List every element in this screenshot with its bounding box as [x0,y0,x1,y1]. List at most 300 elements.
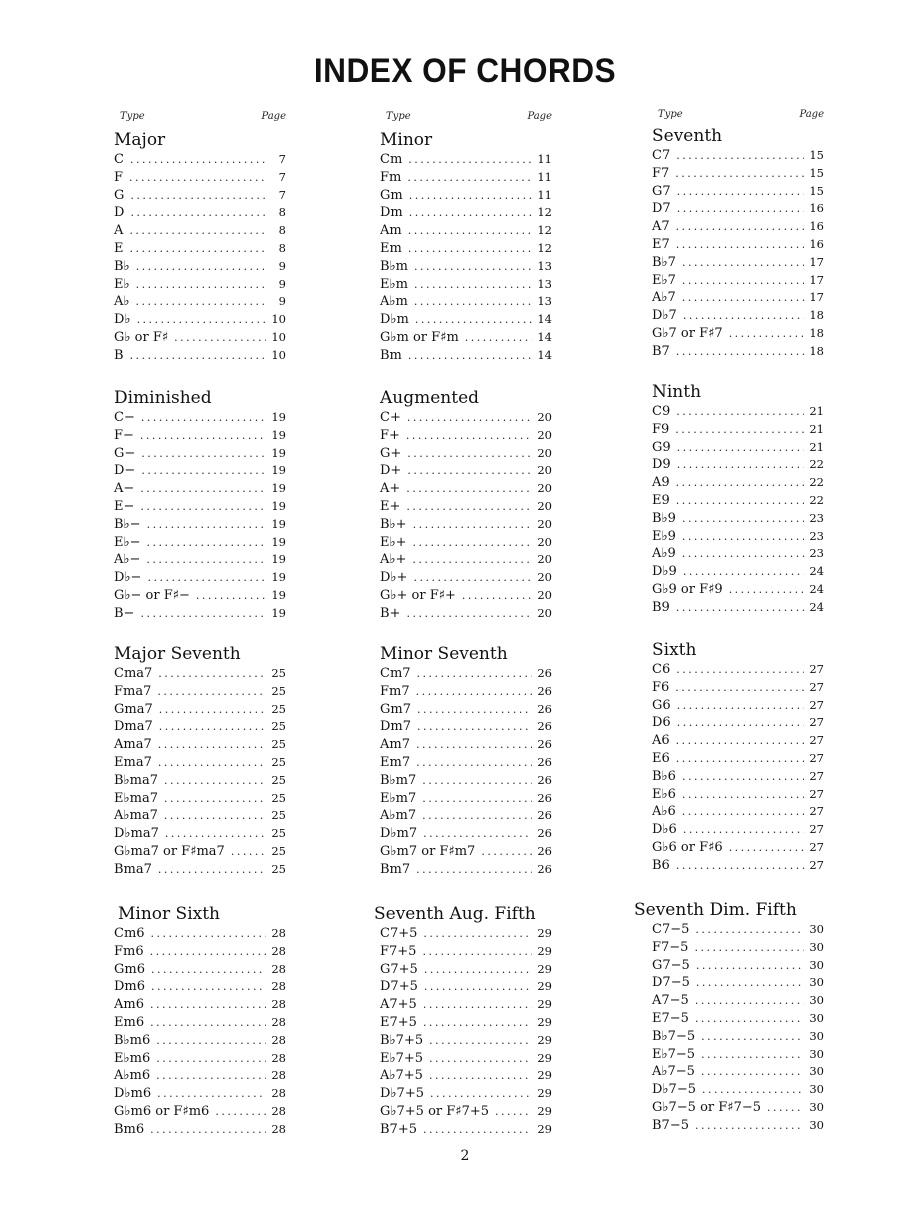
chord-name: D♭ [114,312,131,328]
chord-section [114,643,286,879]
chord-page: 29 [537,961,552,976]
chord-entry [380,409,552,427]
chord-name: Fm7 [380,683,410,699]
chord-entry [652,1028,824,1046]
dot-leader [429,1032,532,1050]
chord-entry [114,409,286,427]
chord-page: 25 [271,719,286,734]
chord-name: B6 [652,857,670,873]
dot-leader [150,1014,266,1032]
chord-name: D+ [380,463,402,479]
chord-page: 19 [271,605,286,620]
dot-leader [408,222,532,240]
chord-page: 26 [537,701,552,716]
chord-section [374,903,552,1139]
chord-entry [652,1081,824,1099]
dot-leader [141,462,266,480]
chord-entry [114,996,286,1014]
dot-leader [130,347,266,365]
chord-name: B [114,347,124,363]
dot-leader [495,1103,532,1121]
chord-name: C7+5 [380,926,418,941]
chord-name: B♭7+5 [380,1032,424,1048]
chord-name: A7+5 [380,997,417,1013]
chord-entry [652,581,824,599]
chord-name: E [114,240,124,256]
chord-page: 30 [809,1010,824,1025]
dot-leader [424,961,532,979]
dot-leader [129,169,266,187]
chord-name: B7−5 [652,1117,689,1133]
chord-page: 21 [809,439,824,454]
dot-leader [150,996,266,1014]
dot-leader [676,236,804,254]
dot-leader [407,445,532,463]
chord-page: 30 [809,975,824,990]
column-header-type: Type [658,109,683,120]
chord-entry [114,258,286,276]
dot-leader [215,1103,266,1121]
chord-page: 27 [809,715,824,730]
chord-page: 20 [537,445,552,460]
chord-name: E♭6 [652,786,676,802]
dot-leader [164,790,266,808]
dot-leader [422,807,532,825]
chord-entry [114,925,286,943]
chord-page: 7 [278,169,286,184]
chord-page: 29 [537,1050,552,1065]
chord-page: 28 [271,943,286,958]
chord-entry [114,445,286,463]
chord-entry [380,736,552,754]
chord-name: G+ [380,445,402,461]
chord-name: A♭− [114,552,141,568]
chord-page: 9 [278,258,286,273]
chord-entry [114,462,286,480]
chord-page: 26 [537,737,552,752]
chord-name: A9 [652,475,670,491]
chord-section [652,639,824,875]
chord-page: 25 [271,772,286,787]
chord-name: B♭ma7 [114,772,159,788]
chord-name: F7+5 [380,943,417,959]
chord-page: 29 [537,979,552,994]
dot-leader [147,516,266,534]
chord-page: 21 [809,421,824,436]
chord-entry [380,1121,552,1139]
chord-name: D7+5 [380,979,418,995]
dot-leader [231,843,266,861]
chord-entry [380,204,552,222]
chord-page: 28 [271,1032,286,1047]
chord-name: E7−5 [652,1010,689,1026]
chord-name: C− [114,410,135,425]
chord-page: 29 [537,1103,552,1118]
chord-page: 22 [809,475,824,490]
chord-entry [380,861,552,879]
chord-entry [652,939,824,957]
chord-name: E♭− [114,534,141,550]
chord-page: 25 [271,683,286,698]
dot-leader [696,957,804,975]
chord-entry [380,347,552,365]
chord-entry [652,697,824,715]
chord-name: A7 [652,219,670,235]
chord-entry [652,236,824,254]
dot-leader [406,427,532,445]
chord-entry [380,718,552,736]
dot-leader [481,843,532,861]
chord-page: 20 [537,570,552,585]
chord-page: 19 [271,463,286,478]
chord-name: Cma7 [114,666,153,681]
chord-page: 28 [271,979,286,994]
chord-entry [380,772,552,790]
chord-page: 29 [537,1121,552,1136]
chord-page: 30 [809,993,824,1008]
chord-entry [114,1014,286,1032]
dot-leader [164,807,266,825]
chord-name: D− [114,463,136,479]
dot-leader [682,289,804,307]
chord-page: 16 [809,201,824,216]
dot-leader [417,701,532,719]
chord-page: 14 [537,329,552,344]
chord-page: 20 [537,463,552,478]
dot-leader [677,200,804,218]
chord-column-1 [114,111,286,1137]
chord-page: 26 [537,772,552,787]
chord-name: D♭m7 [380,826,418,842]
dot-leader [164,772,266,790]
column-header-page: Page [261,111,286,122]
dot-leader [196,587,266,605]
chord-entry [652,1117,824,1135]
chord-page: 30 [809,922,824,936]
chord-name: Am [380,223,402,239]
chord-name: G♭7+5 or F♯7+5 [380,1103,490,1119]
dot-leader [417,665,532,683]
chord-entry [114,276,286,294]
dot-leader [675,421,804,439]
dot-leader [682,254,804,272]
chord-entry [652,528,824,546]
chord-page: 20 [537,516,552,531]
chord-page: 19 [271,481,286,496]
chord-page: 26 [537,826,552,841]
chord-name: Dm6 [114,979,146,995]
chord-column-2 [374,111,552,1137]
chord-page: 26 [537,790,552,805]
chord-page: 20 [537,587,552,602]
dot-leader [676,147,804,165]
chord-page: 27 [809,786,824,801]
dot-leader [677,697,804,715]
chord-page: 25 [271,701,286,716]
chord-name: G7+5 [380,961,418,977]
dot-leader [151,978,266,996]
dot-leader [407,462,532,480]
chord-section [652,381,824,617]
dot-leader [136,258,266,276]
chord-entry [652,421,824,439]
section-title: Minor Seventh [380,644,508,664]
chord-entry [380,445,552,463]
dot-leader [695,921,804,939]
chord-page: 24 [809,599,824,614]
chord-entry [652,183,824,201]
chord-page: 27 [809,733,824,748]
chord-entry [652,1010,824,1028]
chord-name: G♭+ or F♯+ [380,587,456,603]
dot-leader [156,1032,266,1050]
dot-leader [150,943,266,961]
chord-name: A♭7+5 [380,1068,423,1084]
chord-entry [380,427,552,445]
chord-section [652,125,824,361]
chord-entry [652,474,824,492]
chord-page: 12 [537,223,552,238]
chord-entry [114,516,286,534]
chord-entry [652,821,824,839]
chord-page: 26 [537,719,552,734]
chord-entry [114,534,286,552]
chord-name: A♭9 [652,546,676,562]
chord-name: Fm6 [114,943,144,959]
chord-name: E♭7 [652,272,676,288]
chord-name: E− [114,498,135,514]
chord-name: Bm [380,347,402,363]
dot-leader [406,605,532,623]
chord-section [114,903,286,1139]
chord-name: G [114,187,125,203]
chord-entry [652,200,824,218]
chord-name: D♭7 [652,308,677,324]
chord-entry [114,1067,286,1085]
chord-name: Fm [380,169,402,185]
chord-entry [652,803,824,821]
chord-entry [114,151,286,169]
chord-entry [652,857,824,875]
chord-entry [652,714,824,732]
dot-leader [416,683,532,701]
chord-entry [380,683,552,701]
chord-entry [380,1050,552,1068]
chord-entry [114,683,286,701]
dot-leader [150,1121,266,1139]
chord-page: 12 [537,240,552,255]
chord-page: 15 [809,148,824,162]
dot-leader [423,825,532,843]
chord-name: E+ [380,498,401,514]
chord-entry [652,165,824,183]
chord-page: 25 [271,754,286,769]
chord-name: Dm [380,205,403,221]
chord-page: 15 [809,165,824,180]
chord-name: C7−5 [652,922,690,937]
chord-name: A♭+ [380,552,407,568]
chord-name: E7 [652,236,670,252]
chord-entry [114,772,286,790]
dot-leader [158,736,266,754]
chord-entry [114,807,286,825]
chord-page: 28 [271,961,286,976]
dot-leader [140,605,266,623]
chord-entry [652,218,824,236]
chord-name: B− [114,605,135,621]
chord-name: G♭− or F♯− [114,587,190,603]
dot-leader [676,732,804,750]
chord-page: 29 [537,1014,552,1029]
dot-leader [157,683,266,701]
column-header-type: Type [386,111,411,122]
chord-name: G7 [652,183,671,199]
chord-page: 27 [809,750,824,765]
chord-name: A♭7−5 [652,1064,695,1080]
chord-entry [114,551,286,569]
dot-leader [140,427,266,445]
chord-name: C6 [652,662,671,677]
chord-page: 30 [809,957,824,972]
chord-name: Bm7 [380,861,411,877]
dot-leader [130,187,266,205]
chord-entry [652,599,824,617]
dot-leader [695,992,804,1010]
chord-page: 10 [271,347,286,362]
chord-page: 19 [271,445,286,460]
dot-leader [702,1081,804,1099]
chord-name: Am6 [114,997,144,1013]
chord-entry [114,825,286,843]
chord-page: 8 [278,223,286,238]
chord-entry [652,768,824,786]
section-title: Ninth [652,382,702,402]
chord-entry [114,665,286,683]
chord-page: 26 [537,754,552,769]
chord-entry [380,1103,552,1121]
chord-entry [380,807,552,825]
chord-entry [114,498,286,516]
chord-entry [114,329,286,347]
chord-page: 30 [809,1046,824,1061]
chord-entry [114,736,286,754]
chord-page: 24 [809,581,824,596]
chord-name: Dma7 [114,719,153,735]
chord-page: 30 [809,1064,824,1079]
chord-name: D♭7−5 [652,1082,696,1098]
chord-page: 28 [271,1014,286,1029]
chord-page: 29 [537,926,552,940]
chord-entry [380,480,552,498]
chord-name: G♭9 or F♯9 [652,581,723,597]
chord-name: G7−5 [652,957,690,973]
chord-page: 29 [537,1032,552,1047]
chord-section [114,387,286,623]
dot-leader [676,218,804,236]
chord-entry [652,272,824,290]
chord-name: F7 [652,165,670,181]
chord-page: 28 [271,1068,286,1083]
chord-page: 29 [537,1086,552,1101]
dot-leader [424,978,532,996]
chord-name: G♭m or F♯m [380,329,459,345]
chord-name: E9 [652,492,670,508]
chord-page: 17 [809,290,824,305]
chord-entry [652,343,824,361]
dot-leader [409,204,532,222]
chord-entry [380,569,552,587]
chord-page: 19 [271,534,286,549]
chord-page: 25 [271,826,286,841]
chord-name: Gma7 [114,701,153,717]
chord-page: 27 [809,857,824,872]
chord-name: B♭7−5 [652,1028,696,1044]
chord-name: G♭m7 or F♯m7 [380,843,476,859]
dot-leader [729,839,804,857]
chord-page: 30 [809,939,824,954]
column-header-page: Page [799,109,824,120]
dot-leader [677,456,804,474]
dot-leader [682,803,804,821]
chord-entry [380,516,552,534]
chord-name: Cm6 [114,926,145,941]
chord-name: A♭6 [652,804,676,820]
chord-entry [114,293,286,311]
dot-leader [409,187,532,205]
chord-name: C [114,152,124,167]
chord-page: 19 [271,516,286,531]
chord-name: E♭m7 [380,790,417,806]
dot-leader [682,768,804,786]
dot-leader [156,1067,266,1085]
dot-leader [676,599,804,617]
dot-leader [429,1050,532,1068]
chord-entry [114,1085,286,1103]
chord-entry [652,492,824,510]
dot-leader [158,665,266,683]
dot-leader [462,587,532,605]
dot-leader [416,861,532,879]
chord-section [634,899,824,1135]
chord-entry [380,587,552,605]
chord-entry [652,307,824,325]
chord-name: F7−5 [652,939,689,955]
chord-name: D♭9 [652,564,677,580]
chord-page: 30 [809,1099,824,1114]
chord-page: 23 [809,510,824,525]
chord-name: A7−5 [652,993,689,1009]
page-title: INDEX OF CHORDS [313,52,617,90]
chord-name: Bma7 [114,861,152,877]
chord-name: Gm7 [380,701,411,717]
dot-leader [140,498,266,516]
dot-leader [136,276,266,294]
chord-page: 20 [537,605,552,620]
dot-leader [159,701,266,719]
dot-leader [422,772,532,790]
chord-name: B7+5 [380,1121,417,1137]
chord-entry [380,1032,552,1050]
chord-name: E♭m [380,276,408,292]
section-title: Minor Sixth [118,904,221,924]
chord-name: Gm [380,187,403,203]
chord-page: 7 [278,187,286,202]
dot-leader [701,1046,804,1064]
column-header [114,111,286,126]
chord-page: 9 [278,294,286,309]
chord-name: D [114,205,125,221]
chord-page: 8 [278,240,286,255]
